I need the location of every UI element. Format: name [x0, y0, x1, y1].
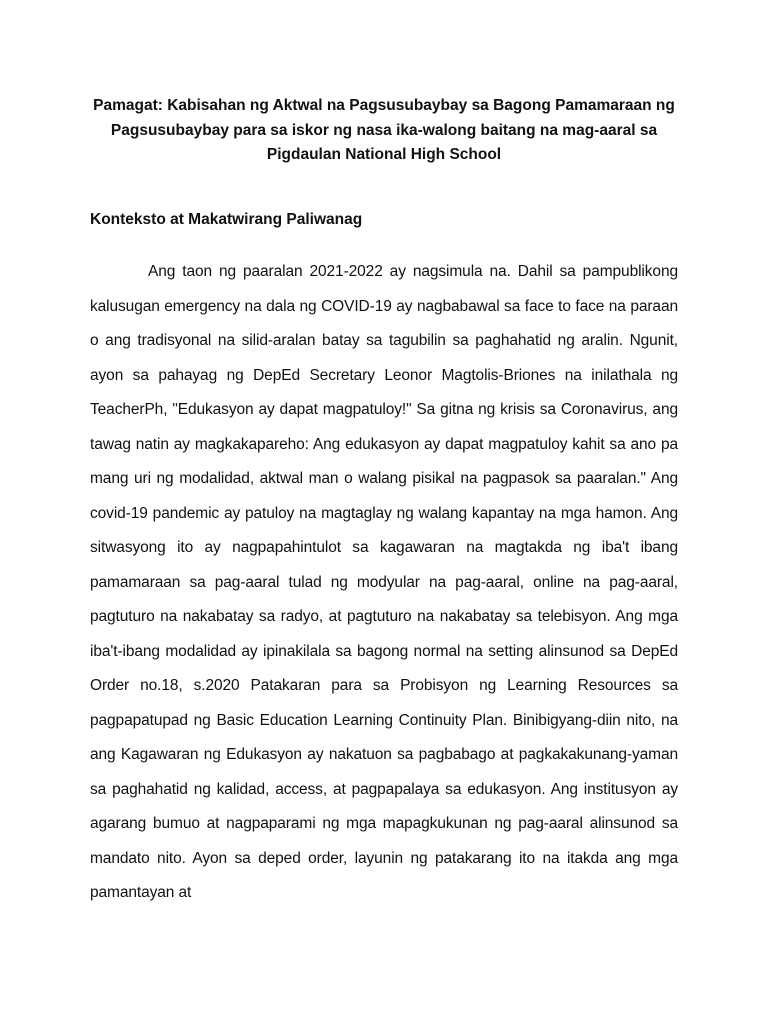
- section-heading: Konteksto at Makatwirang Paliwanag: [90, 211, 363, 228]
- body-paragraph: Ang taon ng paaralan 2021-2022 ay nagsimula na. Dahil sa pampublikong kalusugan emergency na dala ng COVID-19 ay nagbabawal sa face to face na paraan o ang tradisyonal na silid-aralan batay sa tagubilin sa paghahatid ng aralin. Ngunit, ayon sa pahayag ng DepEd Secretary Leonor Magtolis-Briones na inilathala ng TeacherPh, "Edukasyon ay dapat magpatuloy!" Sa gitna ng krisis sa Coronavirus, ang tawag natin ay magkakapareho: Ang edukasyon ay dapat magpatuloy kahit sa ano pa mang uri ng modalidad, aktwal man o walang pisikal na pagpasok sa paaralan." Ang covid-19 pandemic ay patuloy na magtaglay ng walang kapantay na mga hamon. Ang sitwasyong ito ay nagpapahintulot sa kagawaran na magtakda ng iba't ibang pamamaraan sa pag-aaral tulad ng modyular na pag-aaral, online na pag-aaral, pagtuturo na nakabatay sa radyo, at pagtuturo na nakabatay sa telebisyon. Ang mga iba't-ibang modalidad ay ipinakilala sa bagong normal na setting alinsunod sa DepEd Order no.18, s.2020 Patakaran para sa Probisyon ng Learning Resources sa pagpapatupad ng Basic Education Learning Continuity Plan. Binibigyang-diin nito, na ang Kagawaran ng Edukasyon ay nakatuon sa pagbabago at pagkakakunang-yaman sa paghahatid ng kalidad, access, at pagpapalaya sa edukasyon. Ang institusyon ay agarang bumuo at nagpaparami ng mga mapagkukunan ng pag-aaral alinsunod sa mandato nito. Ayon sa deped order, layunin ng patakarang ito na itakda ang mga pamantayan at: [90, 263, 678, 901]
- document-title: Pamagat: Kabisahan ng Aktwal na Pagsusubaybay sa Bagong Pamamaraan ng Pagsusubaybay para sa iskor ng nasa ika-walong baitang na mag-aaral sa Pigdaulan National High School: [93, 97, 675, 163]
